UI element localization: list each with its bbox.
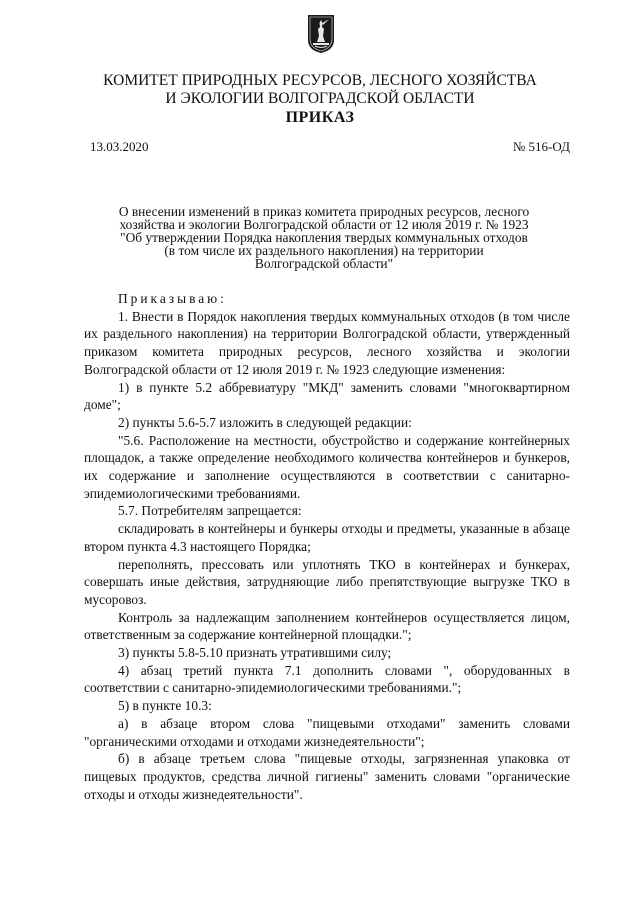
document-header bbox=[0, 72, 640, 127]
document-type-title: ПРИКАЗ bbox=[285, 109, 355, 126]
paragraph-item-2: 2) пункты 5.6-5.7 изложить в следующей редакции: bbox=[118, 414, 412, 430]
organization-name-line2: И ЭКОЛОГИИ ВОЛГОГРАДСКОЙ ОБЛАСТИ bbox=[165, 90, 475, 107]
paragraph-item-5b: б) в абзаце третьем слова "пищевые отходы, загрязненная упаковка от пищевых продуктов, средства личной гигиены" заменить словами "органические отходы и отходы жизнедеятельности". bbox=[84, 751, 570, 802]
paragraph-item-4: 4) абзац третий пункта 7.1 дополнить словами ", оборудованных в соответствии с санитарно-эпидемиологическими требованиями."; bbox=[84, 662, 570, 696]
volgograd-coat-of-arms-icon bbox=[307, 14, 335, 54]
paragraph-item-3: 3) пункты 5.8-5.10 признать утратившими силу; bbox=[118, 645, 392, 661]
document-number: № 516-ОД bbox=[512, 139, 570, 154]
document-subject bbox=[84, 205, 564, 270]
subject-line: Волгоградской области" bbox=[254, 256, 394, 271]
paragraph-1: 1. Внести в Порядок накопления твердых коммунальных отходов (в том числе их раздельного накопления) на территории Волгоградской области, утвержденный приказом комитета природных ресурсов, лесного хозяйства и экологии Волгоградской области от 12 июля 2019 г. № 1923 следующие изменения: bbox=[84, 308, 570, 377]
subject-line: О внесении изменений в приказ комитета природных ресурсов, лесного bbox=[118, 204, 530, 219]
paragraph-item-5a: а) в абзаце втором слова "пищевыми отходами" заменить словами "органическими отходами и отходами жизнедеятельности"; bbox=[84, 715, 570, 749]
order-word: Приказываю: bbox=[118, 291, 227, 306]
subject-line: "Об утверждении Порядка накопления твердых коммунальных отходов bbox=[120, 230, 528, 245]
organization-name-line1: КОМИТЕТ ПРИРОДНЫХ РЕСУРСОВ, ЛЕСНОГО ХОЗЯЙСТВА bbox=[103, 72, 537, 89]
paragraph-prohibition-1: складировать в контейнеры и бункеры отходы и предметы, указанные в абзаце втором пункта 4.3 настоящего Порядка; bbox=[84, 521, 570, 554]
document-date: 13.03.2020 bbox=[90, 139, 149, 154]
paragraph-prohibition-2: переполнять, прессовать или уплотнять ТКО в контейнерах и бункерах, совершать иные действия, затрудняющие либо препятствующие выгрузке ТКО в мусоровоз. bbox=[84, 556, 570, 607]
paragraph-item-1: 1) в пункте 5.2 аббревиатуру "МКД" заменить словами "многоквартирном доме"; bbox=[84, 379, 570, 413]
document-body bbox=[84, 290, 570, 803]
paragraph-5-7: 5.7. Потребителям запрещается: bbox=[118, 503, 302, 519]
paragraph-5-6: "5.6. Расположение на местности, обустройство и содержание контейнерных площадок, а также определение необходимого количества контейнеров и бункеров, их содержание и заполнение осуществляются в соответствии с санитарно-эпидемиологическими требованиями. bbox=[84, 432, 570, 501]
paragraph-item-5: 5) в пункте 10.3: bbox=[118, 698, 212, 714]
subject-line: (в том числе их раздельного накопления) на территории bbox=[164, 243, 484, 258]
paragraph-control: Контроль за надлежащим заполнением контейнеров осуществляется лицом, ответственным за содержание контейнерной площадки."; bbox=[84, 609, 570, 643]
subject-line: хозяйства и экологии Волгоградской области от 12 июля 2019 г. № 1923 bbox=[119, 217, 529, 232]
